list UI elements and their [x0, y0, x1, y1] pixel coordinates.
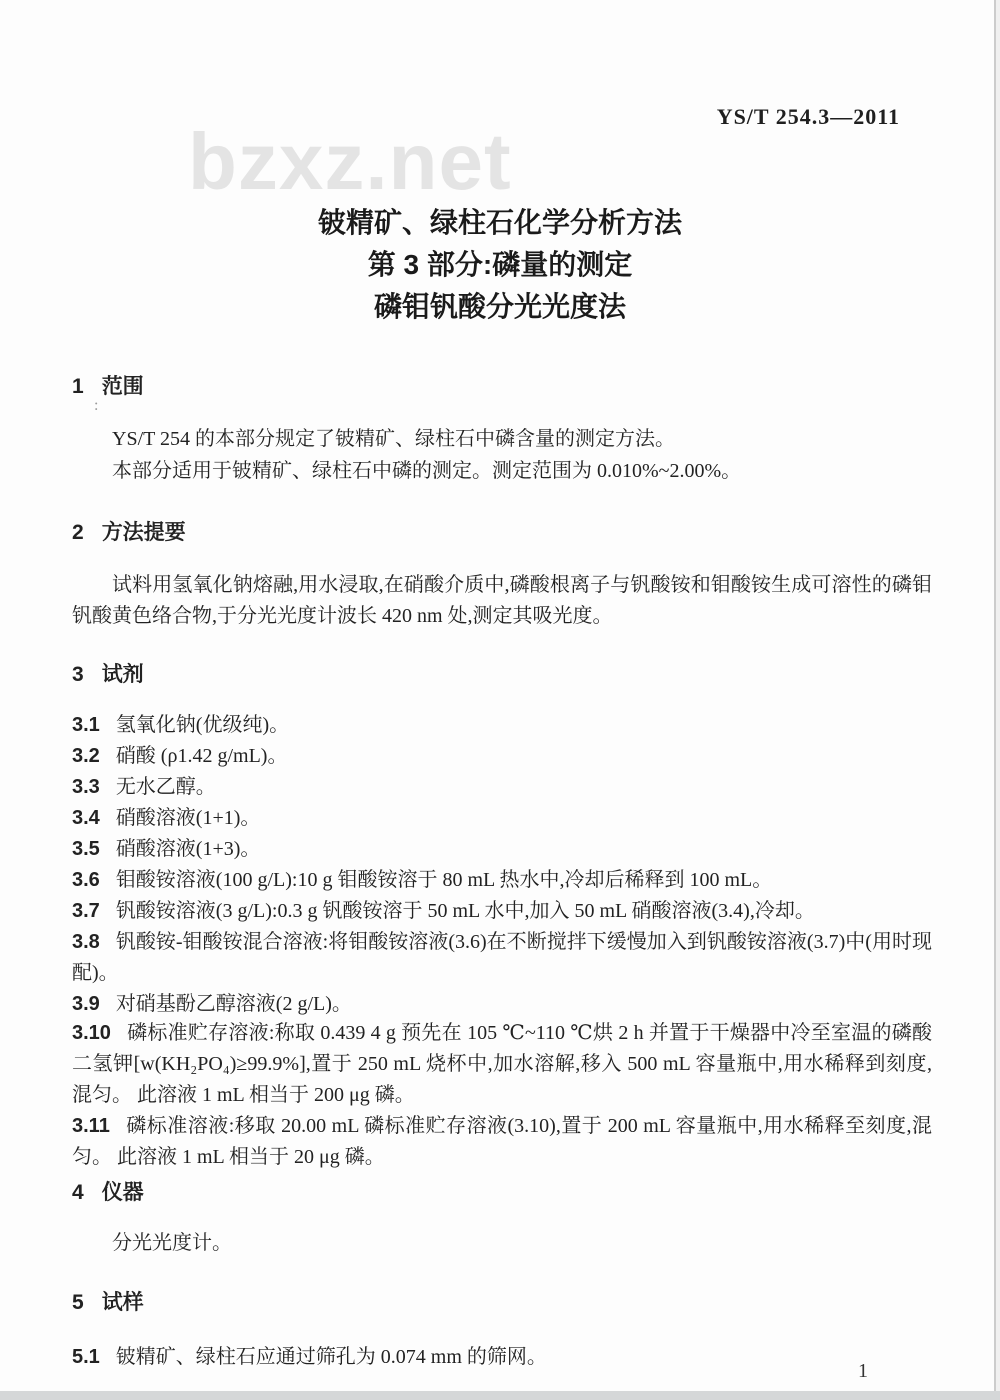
reagent-item-3-11-number: 3.11 [72, 1115, 110, 1137]
reagent-item-3-3 [72, 772, 932, 803]
reagent-item-3-2-text: 硝酸 (ρ1.42 g/mL)。 [115, 745, 288, 767]
page-number: 1 [858, 1360, 868, 1382]
section-4-number: 4 [72, 1181, 84, 1204]
reagent-item-3-2-number: 3.2 [72, 745, 100, 767]
section-3-number: 3 [72, 663, 84, 686]
reagent-item-3-8-text: 钒酸铵-钼酸铵混合溶液:将钼酸铵溶液(3.6)在不断搅拌下缓慢加入到钒酸铵溶液(3.7)中(用时现配)。 [72, 931, 932, 984]
reagent-item-3-4-number: 3.4 [72, 807, 100, 829]
section-2-number: 2 [72, 521, 84, 544]
reagent-item-3-3-text: 无水乙醇。 [115, 776, 216, 798]
section-1-number: 1 [72, 375, 84, 398]
apparatus-paragraph: 分光光度计。 [112, 1232, 232, 1254]
sample-item-5-1-text: 铍精矿、绿柱石应通过筛孔为 0.074 mm 的筛网。 [115, 1346, 547, 1368]
method-summary-paragraph: 试料用氢氧化钠熔融,用水浸取,在硝酸介质中,磷酸根离子与钒酸铵和钼酸铵生成可溶性的磷钼钒酸黄色络合物,于分光光度计波长 420 nm 处,测定其吸光度。 [72, 574, 932, 627]
document-title [0, 202, 1000, 328]
section-4-title: 仪器 [101, 1181, 144, 1204]
title-line-1: 铍精矿、绿柱石化学分析方法 [317, 207, 682, 238]
reagent-item-3-6-number: 3.6 [72, 869, 100, 891]
reagent-item-3-9-number: 3.9 [72, 993, 100, 1015]
section-2-heading [72, 516, 186, 546]
scope-paragraph-2: 本部分适用于铍精矿、绿柱石中磷的测定。测定范围为 0.010%~2.00%。 [112, 460, 742, 482]
reagent-item-3-6-text: 钼酸铵溶液(100 g/L):10 g 钼酸铵溶于 80 mL 热水中,冷却后稀释到 100 mL。 [115, 869, 773, 891]
reagent-item-3-9-text: 对硝基酚乙醇溶液(2 g/L)。 [115, 993, 352, 1015]
title-line-2: 第 3 部分:磷量的测定 [367, 249, 633, 280]
reagent-item-3-11-text: 磷标准溶液:移取 20.00 mL 磷标准贮存溶液(3.10),置于 200 mL 容量瓶中,用水稀释至刻度,混匀。 此溶液 1 mL 相当于 20 μg 磷。 [72, 1115, 932, 1168]
sample-item-5-1 [72, 1342, 932, 1373]
reagent-item-3-1-number: 3.1 [72, 714, 100, 736]
reagent-item-3-10 [72, 1018, 932, 1111]
section-5-heading [72, 1286, 144, 1316]
reagent-item-3-5-text: 硝酸溶液(1+3)。 [115, 838, 261, 860]
scan-artifact: : [94, 397, 99, 414]
page-bottom-edge [0, 1391, 1000, 1400]
section-5-title: 试样 [101, 1291, 144, 1314]
reagent-item-3-8 [72, 927, 932, 989]
reagent-item-3-4 [72, 803, 932, 834]
reagent-item-3-11 [72, 1111, 932, 1173]
section-5-number: 5 [72, 1291, 84, 1314]
section-4-heading [72, 1176, 144, 1206]
section-1-heading [72, 370, 144, 400]
section-3-title: 试剂 [101, 663, 144, 686]
reagent-item-3-5-number: 3.5 [72, 838, 100, 860]
reagent-item-3-9 [72, 989, 932, 1020]
section-2-title: 方法提要 [101, 521, 186, 544]
section-1-title: 范围 [101, 375, 144, 398]
reagent-item-3-10-text: 磷标准贮存溶液:称取 0.439 4 g 预先在 105 ℃~110 ℃烘 2 h 并置于干燥器中冷至室温的磷酸二氢钾[w(KH₂PO₄)≥99.9%],置于 250 mL 烧杯中,加水溶解,移入 500 mL 容量瓶中,用水稀释到刻度,混匀。 此溶液 1 mL 相当于 200 μg 磷。 [72, 1022, 932, 1106]
watermark-text: bzxz.net [188, 117, 512, 206]
section-3-heading [72, 658, 144, 688]
reagent-item-3-1-text: 氢氧化钠(优级纯)。 [115, 714, 290, 736]
title-line-3: 磷钼钒酸分光光度法 [373, 291, 626, 322]
reagent-item-3-6 [72, 865, 932, 896]
reagent-item-3-4-text: 硝酸溶液(1+1)。 [115, 807, 261, 829]
sample-item-5-1-number: 5.1 [72, 1346, 100, 1368]
reagent-item-3-7-number: 3.7 [72, 900, 100, 922]
reagent-item-3-7 [72, 896, 932, 927]
reagent-item-3-5 [72, 834, 932, 865]
standard-code-header: YS/T 254.3—2011 [716, 104, 900, 129]
reagent-item-3-7-text: 钒酸铵溶液(3 g/L):0.3 g 钒酸铵溶于 50 mL 水中,加入 50 mL 硝酸溶液(3.4),冷却。 [115, 900, 815, 922]
reagent-item-3-1 [72, 710, 932, 741]
reagent-item-3-8-number: 3.8 [72, 931, 100, 953]
scope-paragraph-1: YS/T 254 的本部分规定了铍精矿、绿柱石中磷含量的测定方法。 [112, 428, 675, 450]
reagent-item-3-2 [72, 741, 932, 772]
reagent-item-3-3-number: 3.3 [72, 776, 100, 798]
reagent-item-3-10-number: 3.10 [72, 1022, 111, 1044]
